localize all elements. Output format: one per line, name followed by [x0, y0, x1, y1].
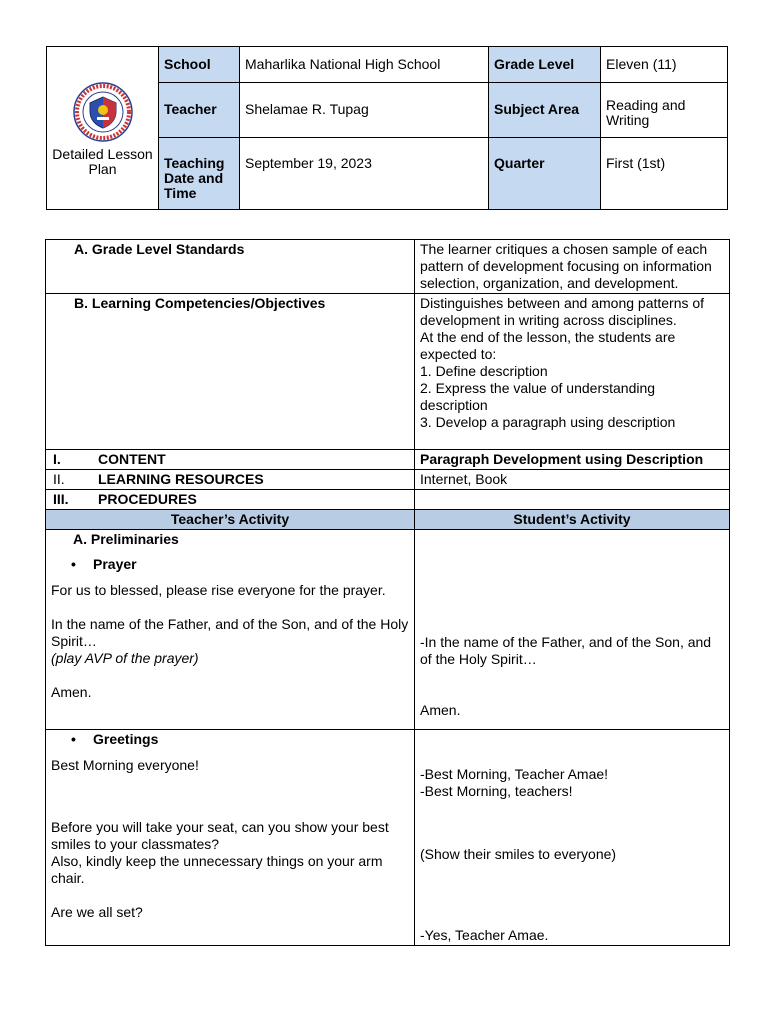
school-label: School: [159, 47, 240, 83]
greetings-student-line: -Best Morning, Teacher Amae!: [420, 766, 609, 782]
competencies-value: [415, 294, 730, 450]
prayer-student-cell: [415, 530, 730, 730]
greetings-teacher-line: Are we all set?: [51, 904, 143, 920]
preliminaries-label: A. Preliminaries: [73, 531, 179, 547]
greetings-student-cell: [415, 730, 730, 946]
greetings-row: [46, 730, 730, 946]
competency-line: Distinguishes between and among patterns of development in writing across disciplines.: [420, 295, 705, 328]
competencies-label: B. Learning Competencies/Objectives: [46, 294, 415, 450]
greetings-student-line: -Best Morning, teachers!: [420, 783, 573, 799]
subject-label: Subject Area: [489, 83, 601, 137]
competency-line: At the end of the lesson, the students are expected to:: [420, 329, 676, 362]
greetings-teacher-line: Also, kindly keep the unnecessary things on your arm chair.: [51, 853, 383, 886]
competency-line: 2. Express the value of understanding description: [420, 380, 656, 413]
grade-value: Eleven (11): [601, 47, 728, 83]
prayer-teacher-line: For us to blessed, please rise everyone for the prayer.: [51, 582, 386, 598]
standards-row: [46, 240, 730, 294]
standards-label: A. Grade Level Standards: [46, 240, 415, 294]
resources-row: [46, 470, 730, 490]
prayer-teacher-cell: [46, 530, 415, 730]
content-row: [46, 450, 730, 470]
competency-line: 1. Define description: [420, 363, 548, 379]
resources-label: LEARNING RESOURCES: [98, 471, 264, 487]
greetings-teacher-line: Before you will take your seat, can you show your best smiles to your classmates?: [51, 819, 389, 852]
resources-value: Internet, Book: [415, 470, 730, 490]
competencies-row: [46, 294, 730, 450]
activity-header-row: [46, 510, 730, 530]
prayer-title: • Prayer: [51, 556, 409, 573]
school-value: Maharlika National High School: [240, 47, 489, 83]
subject-value: Reading and Writing: [601, 83, 728, 137]
resources-num: II.: [53, 471, 65, 487]
quarter-value: First (1st): [601, 137, 728, 209]
deped-seal-icon: [72, 81, 134, 143]
content-value: Paragraph Development using Description: [415, 450, 730, 470]
procedures-row: [46, 490, 730, 510]
date-label: Teaching Date and Time: [159, 137, 240, 209]
greetings-student-line: (Show their smiles to everyone): [420, 846, 617, 862]
competency-line: 3. Develop a paragraph using description: [420, 414, 676, 430]
greetings-student-line: -Yes, Teacher Amae.: [420, 927, 549, 943]
content-num: I.: [53, 451, 61, 467]
greetings-teacher-cell: [46, 730, 415, 946]
greetings-teacher-line: Best Morning everyone!: [51, 757, 199, 773]
prayer-row: [46, 530, 730, 730]
prayer-teacher-line: In the name of the Father, and of the Son, and of the Holy Spirit…: [51, 616, 409, 649]
teacher-value: Shelamae R. Tupag: [240, 83, 489, 137]
procedures-label: PROCEDURES: [98, 491, 197, 507]
standards-value: The learner critiques a chosen sample of each pattern of development focusing on information selection, organization, and development.: [415, 240, 730, 294]
grade-label: Grade Level: [489, 47, 601, 83]
quarter-label: Quarter: [489, 137, 601, 209]
procedures-label-cell: [46, 490, 415, 510]
greetings-title: • Greetings: [51, 731, 409, 748]
procedures-value: [415, 490, 730, 510]
content-label: CONTENT: [98, 451, 166, 467]
logo-cell: [47, 47, 159, 210]
prayer-teacher-note: (play AVP of the prayer): [51, 650, 199, 666]
lesson-plan-table: [45, 239, 730, 946]
content-label-cell: [46, 450, 415, 470]
resources-label-cell: [46, 470, 415, 490]
prayer-teacher-line: Amen.: [51, 684, 92, 700]
teacher-activity-header: Teacher’s Activity: [46, 510, 415, 530]
header-table: [46, 46, 728, 210]
prayer-student-line: -In the name of the Father, and of the Son, and of the Holy Spirit…: [420, 634, 712, 667]
procedures-num: III.: [53, 491, 69, 507]
doc-type-label: Detailed Lesson Plan: [52, 146, 153, 177]
teacher-label: Teacher: [159, 83, 240, 137]
date-value: September 19, 2023: [240, 137, 489, 209]
prayer-student-line: Amen.: [420, 702, 461, 718]
student-activity-header: Student’s Activity: [415, 510, 730, 530]
